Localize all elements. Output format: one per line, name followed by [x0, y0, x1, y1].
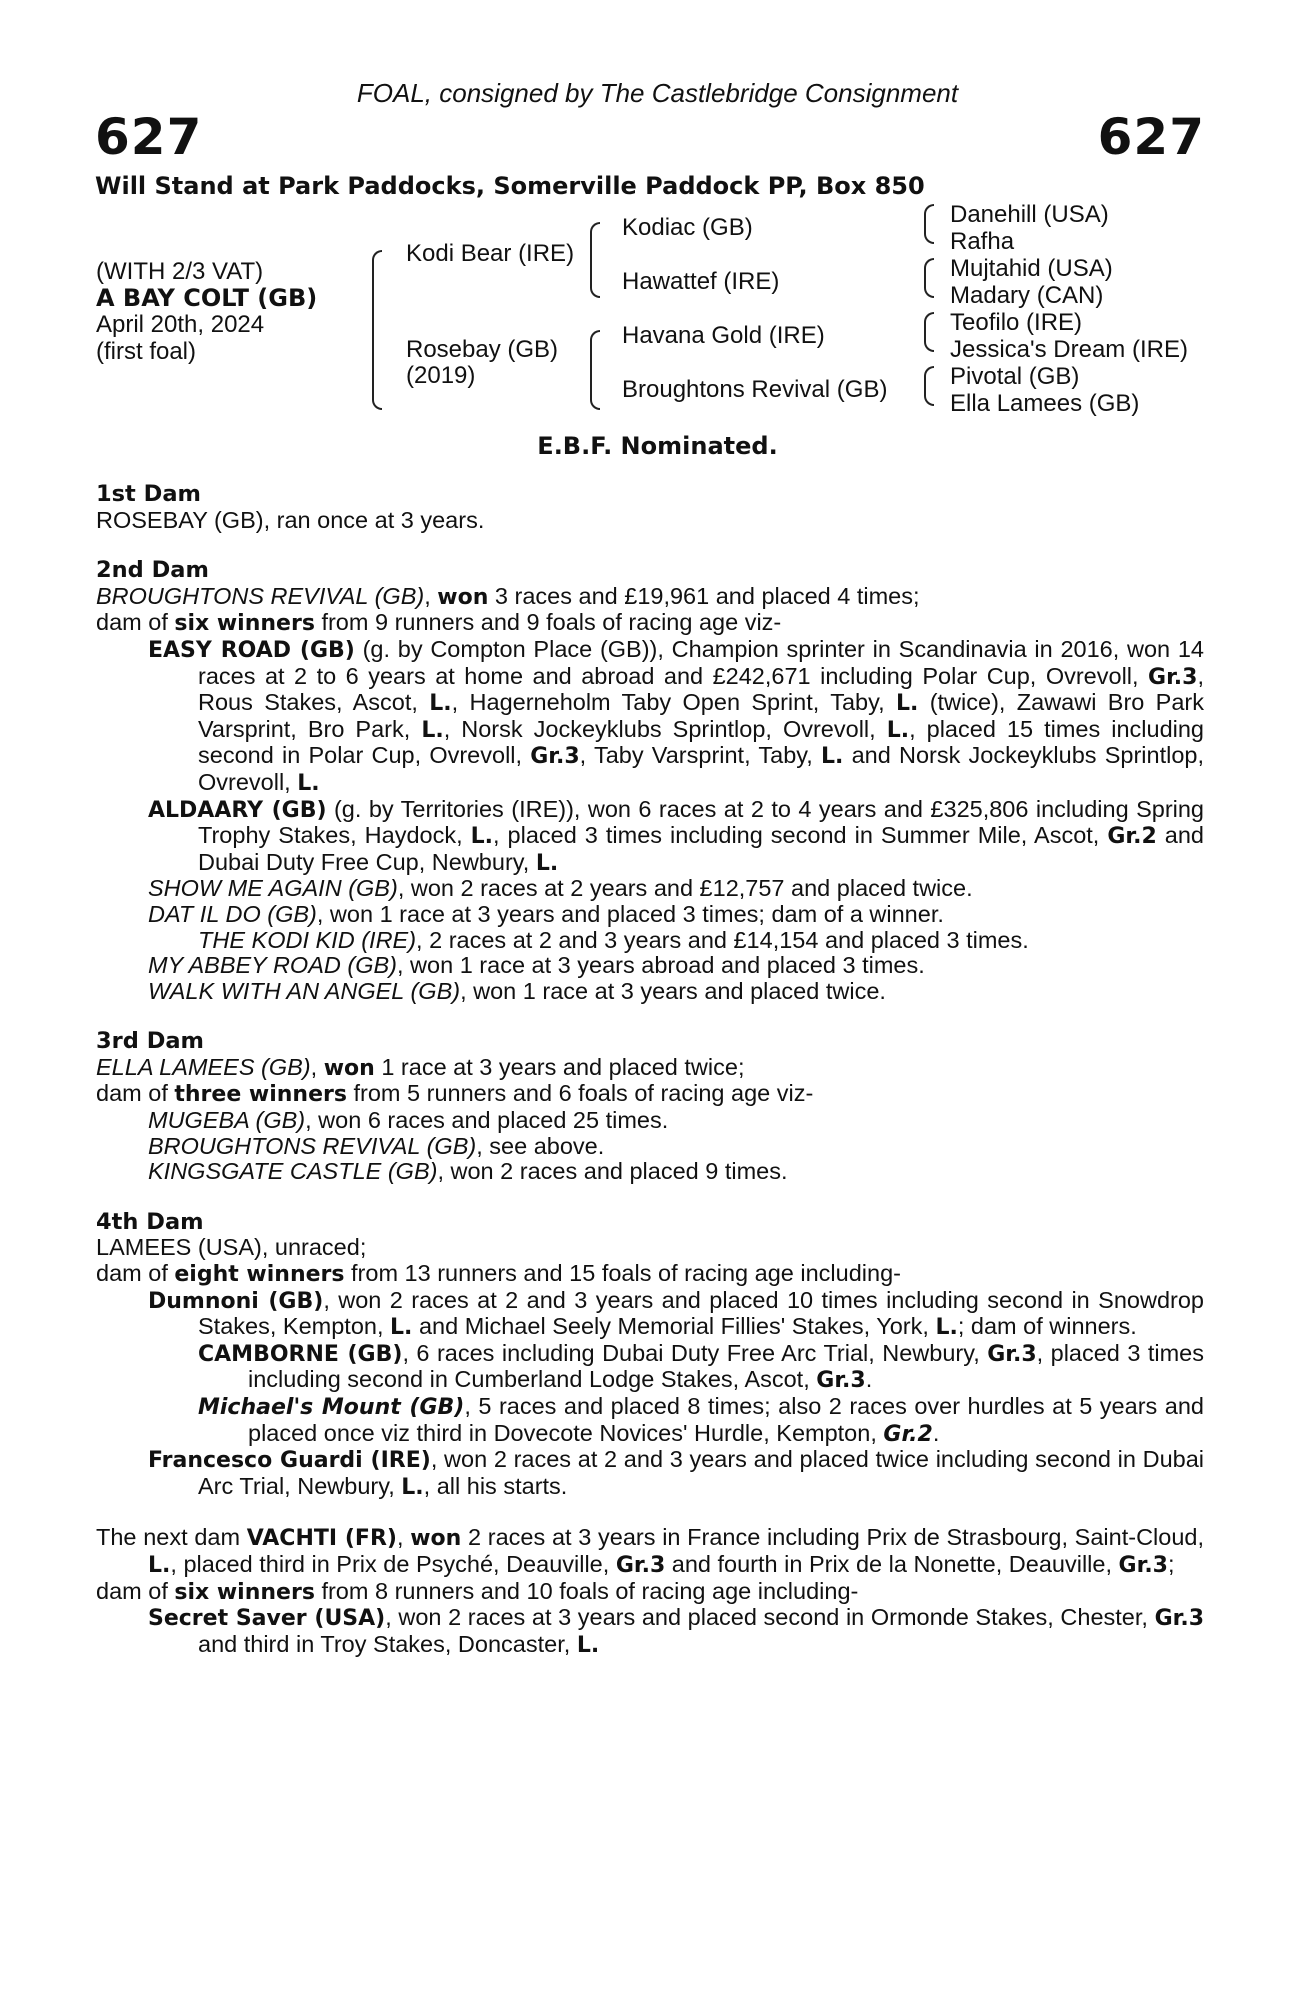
progeny-dumnoni: Dumnoni (GB), won 2 races at 2 and 3 years and placed 10 times including second in Snowdrop Stakes, Kempton, L. and Michael Seely Memorial Fillies' Stakes, York, L.; dam of winners. [148, 1286, 1204, 1341]
fourth-dam-line1: LAMEES (USA), unraced; [96, 1234, 367, 1261]
sire-sire: Kodiac (GB) [622, 214, 753, 241]
pedigree-brace-main [372, 250, 382, 410]
lot-number-left: 627 [95, 108, 203, 166]
second-dam-line2: dam of six winners from 9 runners and 9 foals of racing age viz- [96, 609, 782, 637]
progeny-kingsgate-castle: KINGSGATE CASTLE (GB), won 2 races and placed 9 times. [148, 1158, 788, 1185]
stand-location: Will Stand at Park Paddocks, Somerville Paddock PP, Box 850 [95, 172, 925, 200]
progeny-the-kodi-kid: THE KODI KID (IRE), 2 races at 2 and 3 years and £14,154 and placed 3 times. [198, 926, 1029, 953]
dd-sire: Pivotal (GB) [950, 363, 1080, 390]
third-dam-line1: ELLA LAMEES (GB), won 1 race at 3 years and placed twice; [96, 1053, 745, 1081]
pedigree-brace-sd [924, 258, 934, 298]
next-dam-paragraph: The next dam VACHTI (FR), won 2 races at 3 years in France including Prix de Strasbourg, Saint-Cloud, L., placed third in Prix de Psyché, Deauville, Gr.3 and fourth in Prix de la Nonette, Deauville, Gr.3; [96, 1524, 1205, 1578]
progeny-camborne: CAMBORNE (GB), 6 races including Dubai Duty Free Arc Trial, Newbury, Gr.3, placed 3 times including second in Cumberland Lodge Stakes, Ascot, Gr.3. [198, 1339, 1204, 1394]
ss-sire: Danehill (USA) [950, 201, 1109, 228]
third-dam-line2: dam of three winners from 5 runners and 6 foals of racing age viz- [96, 1080, 814, 1108]
progeny-easy-road: EASY ROAD (GB) (g. by Compton Place (GB)), Champion sprinter in Scandinavia in 2016, won 14 races at 2 to 6 years at home and abroad and £242,671 including Polar Cup, Ovrevoll, Gr.3, Rous Stakes, Ascot, L., Hagerneholm Taby Open Sprint, Taby, L. (twice), Zawawi Bro Park Varsprint, Bro Park, L., Norsk Jockeyklubs Sprintlop, Ovrevoll, L., placed 15 times including second in Polar Cup, Ovrevoll, Gr.3, Taby Varsprint, Taby, L. and Norsk Jockeyklubs Sprintlop, Ovrevoll, L. [148, 635, 1205, 796]
second-dam-heading: 2nd Dam [96, 557, 209, 584]
progeny-michaels-mount: Michael's Mount (GB), 5 races and placed 8 times; also 2 races over hurdles at 5 years and placed once viz third in Dovecote Novices' Hurdle, Kempton, Gr.2. [198, 1393, 1204, 1447]
fourth-dam-line2: dam of eight winners from 13 runners and 15 foals of racing age including- [96, 1260, 901, 1288]
dam-year: (2019) [406, 362, 476, 389]
pedigree-brace-dd [924, 366, 934, 406]
progeny-my-abbey-road: MY ABBEY ROAD (GB), won 1 race at 3 years abroad and placed 3 times. [148, 952, 925, 979]
fourth-dam-heading: 4th Dam [96, 1208, 204, 1235]
progeny-mugeba: MUGEBA (GB), won 6 races and placed 25 times. [148, 1107, 669, 1134]
foal-note: (first foal) [96, 338, 197, 365]
consignment-line: FOAL, consigned by The Castlebridge Consignment [356, 78, 959, 108]
next-dam-dam-of: dam of six winners from 8 runners and 10 foals of racing age including- [96, 1577, 859, 1605]
progeny-francesco-guardi: Francesco Guardi (IRE), won 2 races at 2 and 3 years and placed twice including second in Dubai Arc Trial, Newbury, L., all his starts. [148, 1446, 1205, 1500]
ebf-nominated: E.B.F. Nominated. [537, 432, 778, 460]
dam-sire: Havana Gold (IRE) [622, 322, 825, 349]
progeny-walk-with-an-angel: WALK WITH AN ANGEL (GB), won 1 race at 3 years and placed twice. [148, 977, 886, 1004]
sire-dam: Hawattef (IRE) [622, 268, 780, 295]
ds-dam: Jessica's Dream (IRE) [950, 336, 1188, 363]
dd-dam: Ella Lamees (GB) [950, 390, 1140, 417]
birth-date: April 20th, 2024 [96, 311, 265, 338]
progeny-secret-saver: Secret Saver (USA), won 2 races at 3 years and placed second in Ormonde Stakes, Chester, Gr.3 and third in Troy Stakes, Doncaster, L. [148, 1604, 1204, 1658]
pedigree-brace-ds [924, 312, 934, 352]
progeny-broughtons-revival: BROUGHTONS REVIVAL (GB), see above. [148, 1132, 605, 1159]
vat-note: (WITH 2/3 VAT) [96, 258, 264, 285]
third-dam-heading: 3rd Dam [96, 1028, 204, 1055]
sire: Kodi Bear (IRE) [406, 240, 575, 267]
progeny-show-me-again: SHOW ME AGAIN (GB), won 2 races at 2 years and £12,757 and placed twice. [148, 875, 973, 902]
pedigree-brace-dam [590, 330, 600, 410]
first-dam-heading: 1st Dam [96, 481, 201, 507]
progeny-dat-il-do: DAT IL DO (GB), won 1 race at 3 years and placed 3 times; dam of a winner. [148, 900, 944, 927]
ss-dam: Rafha [950, 228, 1015, 255]
progeny-aldaary: ALDAARY (GB) (g. by Territories (IRE)), won 6 races at 2 to 4 years and £325,806 including Spring Trophy Stakes, Haydock, L., placed 3 times including second in Summer Mile, Ascot, Gr.2 and Dubai Duty Free Cup, Newbury, L. [148, 795, 1204, 876]
pedigree-brace-ss [924, 204, 934, 244]
catalogue-body [96, 482, 1204, 1658]
second-dam-line1: BROUGHTONS REVIVAL (GB), won 3 races and £19,961 and placed 4 times; [96, 582, 920, 610]
sd-dam: Madary (CAN) [950, 282, 1104, 309]
lot-title: A BAY COLT (GB) [96, 284, 318, 312]
ds-sire: Teofilo (IRE) [950, 309, 1083, 336]
first-dam-text: ROSEBAY (GB), ran once at 3 years. [96, 506, 485, 533]
pedigree-brace-sire [590, 222, 600, 298]
lot-number-right: 627 [1097, 108, 1205, 166]
dam-dam: Broughtons Revival (GB) [622, 376, 888, 403]
sd-sire: Mujtahid (USA) [950, 255, 1113, 282]
dam: Rosebay (GB) [406, 336, 559, 363]
